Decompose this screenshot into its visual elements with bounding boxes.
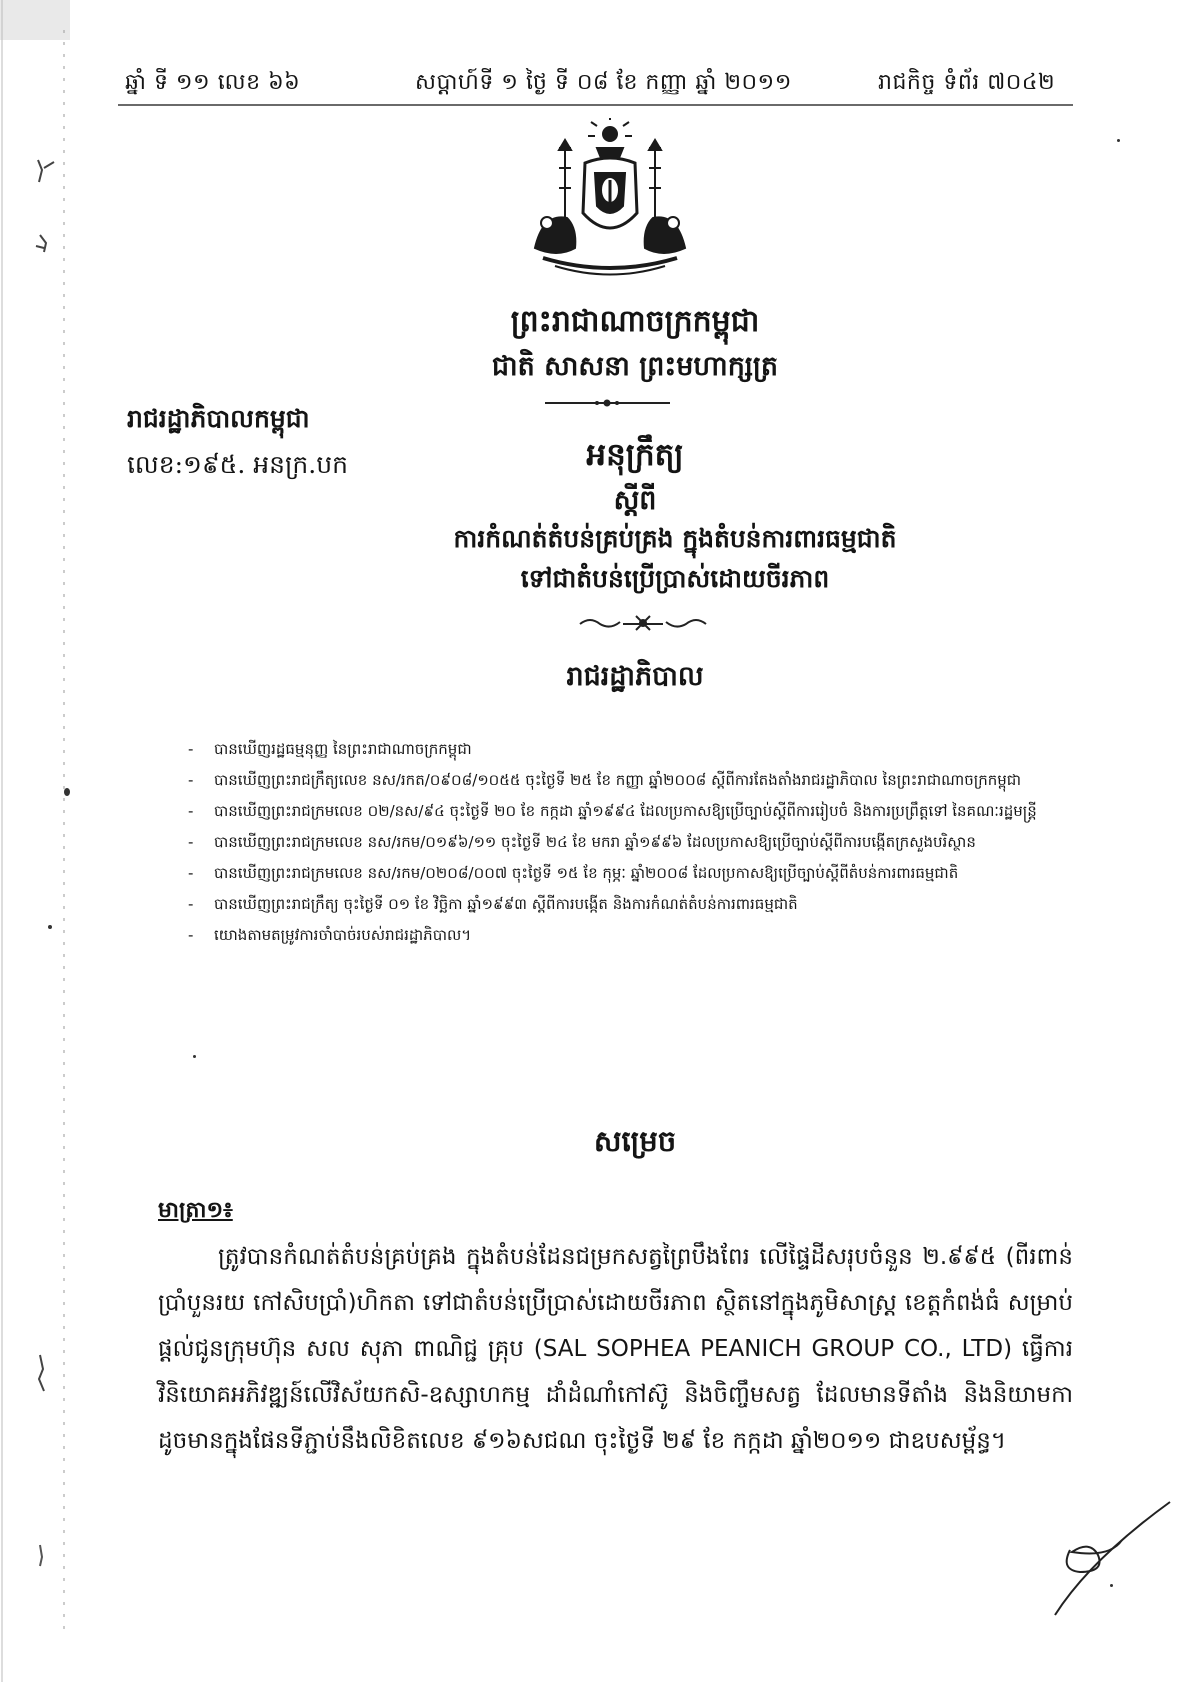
preamble-item: - យោងតាមតម្រូវការចាំបាច់របស់រាជរដ្ឋាភិបាល។ bbox=[188, 920, 1103, 951]
document-title-line-2: ទៅជាតំបន់ប្រើប្រាស់ដោយចីរភាព bbox=[520, 564, 830, 593]
ornament-divider-icon bbox=[545, 398, 670, 408]
gazette-year-issue: ឆ្នាំ ទី ១១ លេខ ៦៦ bbox=[125, 70, 301, 95]
kingdom-heading: ព្រះរាជាណាចក្រកម្ពុជា bbox=[510, 304, 760, 339]
scan-speck bbox=[193, 1055, 196, 1058]
document-type-heading: អនុក្រឹត្យ bbox=[586, 437, 684, 473]
preamble-item: - បានឃើញរដ្ឋធម្មនុញ្ញ នៃព្រះរាជាណាចក្រកម្ពុជា bbox=[188, 734, 1103, 765]
preamble-item: - បានឃើញព្រះរាជក្រឹត្យ ចុះថ្ងៃទី ០១ ខែ វិច្ឆិកា ឆ្នាំ១៩៩៣ ស្ដីពីការបង្កើត និងការកំណត់តំបន់ការពារធម្មជាតិ bbox=[188, 889, 1103, 920]
article-body: ត្រូវបានកំណត់តំបន់គ្រប់គ្រង ក្នុងតំបន់ដែនជម្រកសត្វព្រៃបឹងពែរ លើផ្ទៃដីសរុបចំនួន ២.៩៩៥ (ពីរពាន់ ប្រាំបួនរយ កៅសិបប្រាំ)ហិកតា ទៅជាតំបន់ប្រើប្រាស់ដោយចីរភាព ស្ថិតនៅក្នុងភូមិសាស្ត្រ ខេត្តកំពង់ធំ សម្រាប់ផ្ដល់ជូនក្រុមហ៊ុន សល សុភា ពាណិជ្ជ គ្រុប (SAL SOPHEA PEANICH GROUP CO., LTD) ធ្វើការវិនិយោគអភិវឌ្ឍន៍លើវិស័យកសិ-ឧស្សាហកម្ម ដាំដំណាំកៅស៊ូ និងចិញ្ចឹមសត្វ ដែលមានទីតាំង និងនិយាមកា ដូចមានក្នុងផែនទីភ្ជាប់នឹងលិខិតលេខ ៩១៦សជណ ចុះថ្ងៃទី ២៩ ខែ កក្កដា ឆ្នាំ២០១១ ជាឧបសម្ព័ន្ធ។ bbox=[158, 1244, 1073, 1454]
about-heading: ស្ដីពី bbox=[613, 485, 657, 516]
issuing-authority: រាជរដ្ឋាភិបាលកម្ពុជា bbox=[127, 404, 310, 433]
national-motto: ជាតិ សាសនា ព្រះមហាក្សត្រ bbox=[491, 351, 779, 382]
scan-edge-artifact bbox=[0, 0, 70, 1682]
royal-coat-of-arms-icon bbox=[525, 118, 695, 278]
preamble-item: - បានឃើញព្រះរាជក្រមលេខ នស/រកម/០១៩៦/១១ ចុះថ្ងៃទី ២៤ ខែ មករា ឆ្នាំ១៩៩៦ ដែលប្រកាសឱ្យប្រើច្បាប់ស្ដីពីការបង្កើតក្រសួងបរិស្ថាន bbox=[188, 827, 1103, 858]
preamble-item: - បានឃើញព្រះរាជក្រមលេខ ០២/នស/៩៤ ចុះថ្ងៃទី ២០ ខែ កក្កដា ឆ្នាំ១៩៩៤ ដែលប្រកាសឱ្យប្រើច្បាប់ស្ដីពីការរៀបចំ និងការប្រព្រឹត្តទៅ នៃគណៈរដ្ឋមន្ត្រី bbox=[188, 796, 1103, 827]
header-rule bbox=[118, 104, 1073, 106]
initial-signature-icon bbox=[1050, 1500, 1180, 1620]
preamble-item: - បានឃើញព្រះរាជក្រមលេខ នស/រកម/០២០៨/០០៧ ចុះថ្ងៃទី ១៥ ខែ កុម្ភៈ ឆ្នាំ២០០៨ ដែលប្រកាសឱ្យប្រើច្បាប់ស្ដីពីតំបន់ការពារធម្មជាតិ bbox=[188, 858, 1103, 889]
scan-speck bbox=[48, 925, 52, 929]
article-label: មាត្រា១៖ bbox=[158, 1198, 233, 1223]
scan-speck bbox=[1117, 139, 1120, 142]
government-heading: រាជរដ្ឋាភិបាល bbox=[566, 661, 704, 692]
scan-speck bbox=[64, 788, 70, 796]
gazette-week-date: សប្ដាហ៍ទី ១ ថ្ងៃ ទី ០៨ ខែ កញ្ញា ឆ្នាំ ២០១១ bbox=[415, 70, 792, 95]
preamble-list bbox=[188, 734, 1103, 951]
flourish-ornament-icon bbox=[578, 614, 708, 632]
preamble-item: - បានឃើញព្រះរាជក្រឹត្យលេខ នស/រកត/០៩០៨/១០៥៥ ចុះថ្ងៃទី ២៥ ខែ កញ្ញា ឆ្នាំ២០០៨ ស្ដីពីការតែងតាំងរាជរដ្ឋាភិបាល នៃព្រះរាជាណាចក្រកម្ពុជា bbox=[188, 765, 1103, 796]
decision-heading: សម្រេច bbox=[593, 1124, 677, 1158]
scan-speck bbox=[1110, 1584, 1113, 1587]
reference-number: លេខ:១៩៥. អនក្រ.បក bbox=[127, 450, 348, 479]
gazette-page-number: រាជកិច្ច ទំព័រ ៧០៤២ bbox=[878, 70, 1056, 95]
document-title-line-1: ការកំណត់តំបន់គ្រប់គ្រង ក្នុងតំបន់ការពារធម្មជាតិ bbox=[453, 524, 897, 553]
